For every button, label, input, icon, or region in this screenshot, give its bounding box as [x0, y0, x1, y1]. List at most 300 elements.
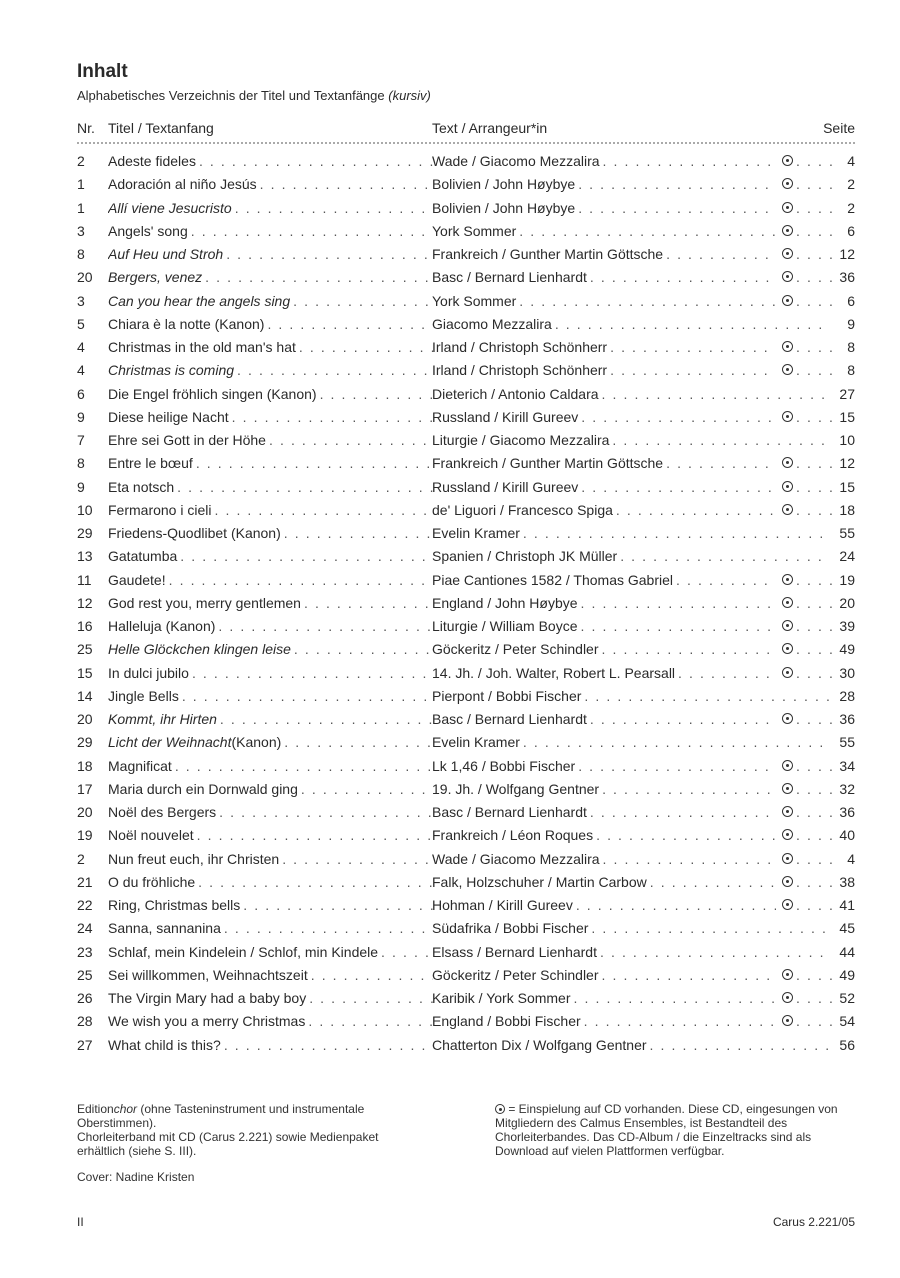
dot-leader: [224, 917, 433, 940]
dot-leader: [602, 964, 776, 987]
entry-text-cell: [432, 987, 832, 1010]
entry-title-cell: [108, 197, 433, 220]
entry-page: 39: [839, 618, 855, 634]
entry-page: 15: [839, 408, 855, 425]
dot-leader: [299, 336, 433, 359]
entry-page: 40: [839, 827, 855, 844]
dot-leader: [218, 615, 433, 638]
entry-title: Licht der Weihnacht: [108, 734, 232, 751]
entry-arranger: Göckeritz / Peter Schindler: [432, 641, 599, 658]
entry-title: Diese heilige Nacht: [108, 408, 229, 425]
page-title: Inhalt: [77, 61, 128, 82]
entry-page: 54: [839, 1013, 855, 1030]
cd-disc-icon: [782, 643, 793, 654]
entry-arranger: Frankreich / Gunther Martin Göttsche: [432, 455, 664, 472]
entry-title-cell: [108, 522, 433, 545]
entry-title-cell: [108, 638, 433, 661]
entry-arranger: Basc / Bernard Lienhardt: [432, 711, 587, 727]
toc-entry: [77, 522, 855, 545]
dot-leader: [590, 801, 776, 824]
entry-number: 25: [77, 641, 93, 658]
cd-disc-icon: [782, 829, 793, 840]
entry-text-cell: [432, 1034, 832, 1057]
entry-number: 8: [77, 455, 85, 472]
dot-leader: [581, 615, 777, 638]
toc-entry: [77, 592, 855, 615]
entry-number: 6: [77, 385, 85, 402]
entry-number: 19: [77, 827, 93, 844]
cd-disc-icon: [782, 574, 793, 585]
dot-leader: [226, 243, 433, 266]
toc-entry: [77, 266, 855, 289]
chorleiter-note: Chorleiterband mit CD (Carus 2.221) sowie Medienpaket erhältlich (siehe S. III).: [77, 1130, 379, 1158]
dot-leader: [678, 662, 776, 685]
dot-leader: [578, 197, 776, 220]
entry-page: 49: [839, 641, 855, 658]
entry-number: 12: [77, 594, 93, 611]
toc-entry: [77, 731, 855, 754]
entry-arranger: Russland / Kirill Gureev: [432, 408, 579, 425]
entry-title: Noël nouvelet: [108, 827, 194, 844]
dot-leader: [574, 987, 777, 1010]
toc-page: [77, 60, 855, 1057]
entry-number: 20: [77, 804, 93, 820]
entry-number: 28: [77, 1013, 93, 1030]
entry-title: Auf Heu und Stroh: [108, 246, 224, 262]
entry-page: 28: [839, 687, 855, 704]
entry-number: 3: [77, 222, 85, 239]
footnote-left: [77, 1102, 422, 1184]
cd-disc-icon: [782, 667, 793, 678]
toc-entry: [77, 383, 855, 406]
entry-text-cell: [432, 592, 832, 615]
dot-leader: [616, 499, 776, 522]
entry-title-cell: [108, 894, 433, 917]
header-divider: [77, 142, 855, 144]
entry-arranger: Chatterton Dix / Wolfgang Gentner: [432, 1036, 647, 1053]
toc-entry: [77, 1010, 855, 1033]
entry-arranger: England / John Høybye: [432, 594, 578, 611]
dot-leader: [282, 848, 433, 871]
dot-leader: [308, 1010, 433, 1033]
cd-disc-icon: [782, 597, 793, 608]
entry-number: 15: [77, 664, 93, 681]
toc-entry: [77, 801, 855, 824]
entry-text-cell: [432, 313, 832, 336]
entry-text-cell: [432, 894, 832, 917]
entry-title: Sei willkommen, Weihnachtszeit: [108, 966, 308, 983]
cd-legend: [495, 1102, 865, 1158]
entry-title-cell: [108, 499, 433, 522]
entry-text-cell: [432, 545, 832, 568]
cd-disc-icon: [782, 364, 793, 375]
entry-text-cell: [432, 359, 832, 382]
dot-leader: [676, 569, 776, 592]
entry-number: 8: [77, 246, 85, 262]
entry-page: 41: [839, 897, 855, 913]
dot-leader: [224, 1034, 433, 1057]
toc-entry: [77, 336, 855, 359]
entry-text-cell: [432, 383, 832, 406]
footnote-right: [495, 1102, 865, 1158]
entry-title: Gatatumba: [108, 548, 178, 565]
toc-entry: [77, 778, 855, 801]
entry-title-cell: [108, 290, 433, 313]
toc-entry: [77, 313, 855, 336]
edition-note: [77, 1102, 422, 1130]
entry-arranger: Elsass / Bernard Lienhardt: [432, 943, 597, 960]
entry-number: 9: [77, 408, 85, 425]
entry-number: 20: [77, 269, 93, 286]
entry-number: 24: [77, 920, 93, 937]
entry-page: 55: [839, 734, 855, 751]
toc-entry: [77, 569, 855, 592]
entry-title: Adeste fideles: [108, 153, 196, 169]
entry-title: Angels' song: [108, 222, 188, 239]
dot-leader: [381, 941, 433, 964]
dot-leader: [177, 476, 433, 499]
toc-entry: [77, 1034, 855, 1057]
page-number: II: [77, 1215, 84, 1229]
dot-leader: [309, 987, 433, 1010]
entry-title: Allí viene Jesucristo: [108, 199, 232, 216]
entry-number: 29: [77, 734, 93, 751]
dot-leader: [610, 336, 776, 359]
entry-title-cell: [108, 383, 433, 406]
entry-page: 44: [839, 943, 855, 960]
entry-title: Halleluja (Kanon): [108, 618, 216, 634]
entry-text-cell: [432, 243, 832, 266]
dot-leader: [196, 452, 433, 475]
cd-disc-icon: [782, 504, 793, 515]
entry-text-cell: [432, 871, 832, 894]
entry-arranger: York Sommer: [432, 292, 517, 309]
entry-title: The Virgin Mary had a baby boy: [108, 990, 307, 1006]
entry-title: In dulci jubilo: [108, 664, 189, 681]
entry-title-cell: [108, 801, 433, 824]
entry-page: 4: [847, 153, 855, 169]
dot-leader: [311, 964, 433, 987]
entry-arranger: Spanien / Christoph JK Müller: [432, 548, 618, 565]
dot-leader: [301, 778, 433, 801]
cd-disc-icon: [495, 1104, 505, 1114]
dot-leader: [197, 824, 433, 847]
entry-page: 8: [847, 362, 855, 379]
dot-leader: [596, 824, 776, 847]
dot-leader: [232, 406, 433, 429]
entry-number: 10: [77, 501, 93, 518]
entry-title-cell: [108, 848, 433, 871]
entry-page: 6: [847, 292, 855, 309]
dot-leader: [260, 173, 433, 196]
entry-title-cell: [108, 941, 433, 964]
dot-leader: [180, 545, 433, 568]
entry-title-cell: [108, 778, 433, 801]
entry-page: 34: [839, 757, 855, 774]
entry-arranger: Piae Cantiones 1582 / Thomas Gabriel: [432, 571, 673, 588]
entry-page: 20: [839, 594, 855, 611]
entry-number: 29: [77, 525, 93, 541]
entry-title: Eta notsch: [108, 478, 175, 495]
entry-title: God rest you, merry gentlemen: [108, 594, 301, 611]
entry-title: Ehre sei Gott in der Höhe: [108, 432, 266, 448]
dot-leader: [581, 476, 776, 499]
toc-entry: [77, 220, 855, 243]
entry-number: 23: [77, 943, 93, 960]
entry-title-cell: [108, 359, 433, 382]
entry-title-cell: [108, 569, 433, 592]
dot-leader: [293, 290, 433, 313]
cd-disc-icon: [782, 155, 793, 166]
entry-title: O du fröhliche: [108, 873, 196, 890]
entry-text-cell: [432, 778, 832, 801]
entry-number: 22: [77, 897, 93, 913]
dot-leader: [220, 708, 433, 731]
entry-page: 36: [839, 804, 855, 820]
entry-arranger: Göckeritz / Peter Schindler: [432, 966, 599, 983]
entry-text-cell: [432, 848, 832, 871]
entry-arranger: Hohman / Kirill Gureev: [432, 897, 573, 913]
dot-leader: [600, 941, 829, 964]
toc-entry: [77, 545, 855, 568]
cd-disc-icon: [782, 295, 793, 306]
entry-title: What child is this?: [108, 1036, 221, 1053]
toc-entry: [77, 941, 855, 964]
entry-number: 17: [77, 780, 93, 797]
entry-title: Jingle Bells: [108, 687, 179, 704]
dot-leader: [581, 592, 776, 615]
subtitle-text: Alphabetisches Verzeichnis der Titel und Textanfänge: [77, 88, 385, 103]
col-title: Titel / Textanfang: [108, 120, 214, 136]
entry-arranger: Lk 1,46 / Bobbi Fischer: [432, 757, 576, 774]
toc-entry: [77, 848, 855, 871]
dot-leader: [578, 755, 776, 778]
toc-entry: [77, 987, 855, 1010]
entry-text-cell: [432, 964, 832, 987]
dot-leader: [214, 499, 433, 522]
col-page: Seite: [823, 120, 855, 136]
dot-leader: [602, 638, 776, 661]
entry-number: 16: [77, 618, 93, 634]
cd-disc-icon: [782, 899, 793, 910]
entry-title-cell: [108, 755, 433, 778]
toc-entry: [77, 429, 855, 452]
entry-page: 56: [839, 1036, 855, 1053]
cd-disc-icon: [782, 341, 793, 352]
toc-entry: [77, 824, 855, 847]
dot-leader: [602, 778, 776, 801]
dot-leader: [612, 429, 829, 452]
entry-title: Schlaf, mein Kindelein / Schlof, min Kindele: [108, 943, 379, 960]
entry-number: 26: [77, 990, 93, 1006]
entry-arranger: Giacomo Mezzalira: [432, 315, 552, 332]
dot-leader: [610, 359, 776, 382]
entry-arranger: Evelin Kramer: [432, 734, 520, 751]
subtitle-italic-note: (kursiv): [388, 88, 431, 103]
cd-disc-icon: [782, 713, 793, 724]
entry-number: 5: [77, 315, 85, 332]
entry-arranger: de' Liguori / Francesco Spiga: [432, 501, 613, 518]
entry-text-cell: [432, 522, 832, 545]
cd-disc-icon: [782, 202, 793, 213]
dot-leader: [175, 755, 433, 778]
entry-title-cell: [108, 313, 433, 336]
entry-text-cell: [432, 429, 832, 452]
entry-arranger: Basc / Bernard Lienhardt: [432, 269, 587, 286]
toc-entry: [77, 452, 855, 475]
entry-title: Bergers, venez: [108, 269, 203, 286]
entry-title-cell: [108, 173, 433, 196]
entry-title-cell: [108, 406, 433, 429]
entry-page: 18: [839, 501, 855, 518]
toc-entry: [77, 917, 855, 940]
entry-arranger: Bolivien / John Høybye: [432, 199, 576, 216]
entry-text-cell: [432, 615, 832, 638]
entry-page: 52: [839, 990, 855, 1006]
entry-text-cell: [432, 685, 832, 708]
dot-leader: [519, 220, 776, 243]
entry-arranger: Pierpont / Bobbi Fischer: [432, 687, 582, 704]
entry-title: Gaudete!: [108, 571, 166, 588]
dot-leader: [294, 638, 433, 661]
toc-entry: [77, 406, 855, 429]
dot-leader: [584, 685, 829, 708]
entry-page: 19: [839, 571, 855, 588]
entry-number: 4: [77, 362, 85, 379]
entry-page: 45: [839, 920, 855, 937]
toc-entry: [77, 476, 855, 499]
entry-number: 11: [77, 571, 92, 588]
entry-number: 9: [77, 478, 85, 495]
entry-title: Helle Glöckchen klingen leise: [108, 641, 291, 658]
cd-disc-icon: [782, 806, 793, 817]
toc-entry: [77, 638, 855, 661]
dot-leader: [182, 685, 433, 708]
dot-leader: [198, 871, 433, 894]
cd-disc-icon: [782, 411, 793, 422]
edition-label: Edition: [77, 1102, 114, 1116]
entry-page: 9: [847, 315, 855, 332]
entry-title-cell: [108, 545, 433, 568]
edition-desc: (ohne Tasteninstrument und instrumentale Oberstimmen).: [77, 1102, 365, 1130]
entry-page: 24: [839, 548, 855, 565]
entry-text-cell: [432, 731, 832, 754]
entry-text-cell: [432, 662, 832, 685]
cd-disc-icon: [782, 457, 793, 468]
dot-leader: [602, 383, 829, 406]
entry-number: 20: [77, 711, 93, 727]
entry-title: Christmas is coming: [108, 362, 235, 379]
col-text: Text / Arrangeur*in: [432, 120, 548, 136]
entry-text-cell: [432, 1010, 832, 1033]
entry-arranger: Bolivien / John Høybye: [432, 176, 576, 193]
cover-credit: Cover: Nadine Kristen: [77, 1170, 195, 1184]
entry-title-cell: [108, 917, 433, 940]
entry-page: 49: [839, 966, 855, 983]
dot-leader: [243, 894, 433, 917]
entry-title: Maria durch ein Dornwald ging: [108, 780, 298, 797]
cd-disc-icon: [782, 620, 793, 631]
dot-leader: [519, 290, 776, 313]
dot-leader: [284, 731, 433, 754]
dot-leader: [523, 731, 829, 754]
entry-title-cell: [108, 1010, 433, 1033]
entry-title: We wish you a merry Christmas: [108, 1013, 306, 1030]
entry-number: 25: [77, 966, 93, 983]
dot-leader: [603, 848, 776, 871]
edition-label-italic: chor: [113, 1102, 138, 1116]
entry-text-cell: [432, 452, 832, 475]
dot-leader: [584, 1010, 776, 1033]
entry-title-cell: [108, 964, 433, 987]
dot-leader: [205, 266, 433, 289]
entry-title: Christmas in the old man's hat: [108, 339, 296, 355]
toc-entry: [77, 685, 855, 708]
entry-page: 36: [839, 711, 855, 727]
entry-title-cell: [108, 731, 433, 754]
entry-page: 32: [839, 780, 855, 797]
entry-title-cell: [108, 592, 433, 615]
entry-number: 14: [77, 687, 93, 704]
entry-title-cell: [108, 662, 433, 685]
cd-disc-icon: [782, 248, 793, 259]
entry-number: 18: [77, 757, 93, 774]
entry-title-cell: [108, 336, 433, 359]
entry-page: 15: [839, 478, 855, 495]
entry-page: 10: [839, 432, 855, 448]
catalog-number: Carus 2.221/05: [772, 1215, 855, 1229]
entry-title-cell: [108, 987, 433, 1010]
dot-leader: [591, 917, 829, 940]
dot-leader: [304, 592, 433, 615]
entry-title-cell: [108, 220, 433, 243]
entry-text-cell: [432, 197, 832, 220]
toc-entry: [77, 150, 855, 173]
entry-text-cell: [432, 941, 832, 964]
entry-page: 30: [839, 664, 855, 681]
entry-text-cell: [432, 220, 832, 243]
entry-text-cell: [432, 266, 832, 289]
entry-page: 27: [839, 385, 855, 402]
entry-title-cell: [108, 1034, 433, 1057]
entry-text-cell: [432, 336, 832, 359]
entry-page: 2: [847, 199, 855, 216]
entry-arranger: Falk, Holzschuher / Martin Carbow: [432, 873, 647, 890]
entry-title-cell: [108, 243, 433, 266]
dot-leader: [219, 801, 433, 824]
entry-arranger: Frankreich / Gunther Martin Göttsche: [432, 246, 664, 262]
dot-leader: [603, 150, 776, 173]
entry-arranger: Wade / Giacomo Mezzalira: [432, 850, 600, 867]
entry-title-cell: [108, 476, 433, 499]
entry-text-cell: [432, 569, 832, 592]
entry-number: 21: [77, 873, 93, 890]
entry-title-cell: [108, 824, 433, 847]
entry-arranger: Südafrika / Bobbi Fischer: [432, 920, 589, 937]
entry-arranger: Irland / Christoph Schönherr: [432, 362, 608, 379]
entry-text-cell: [432, 476, 832, 499]
toc-entry: [77, 197, 855, 220]
page-subtitle: [77, 87, 855, 105]
entry-text-cell: [432, 406, 832, 429]
entry-number: 4: [77, 339, 85, 355]
entry-title: Friedens-Quodlibet (Kanon): [108, 525, 281, 541]
dot-leader: [199, 150, 433, 173]
toc-entry: [77, 243, 855, 266]
dot-leader: [555, 313, 829, 336]
cd-disc-icon: [782, 271, 793, 282]
entry-title: Ring, Christmas bells: [108, 897, 241, 913]
